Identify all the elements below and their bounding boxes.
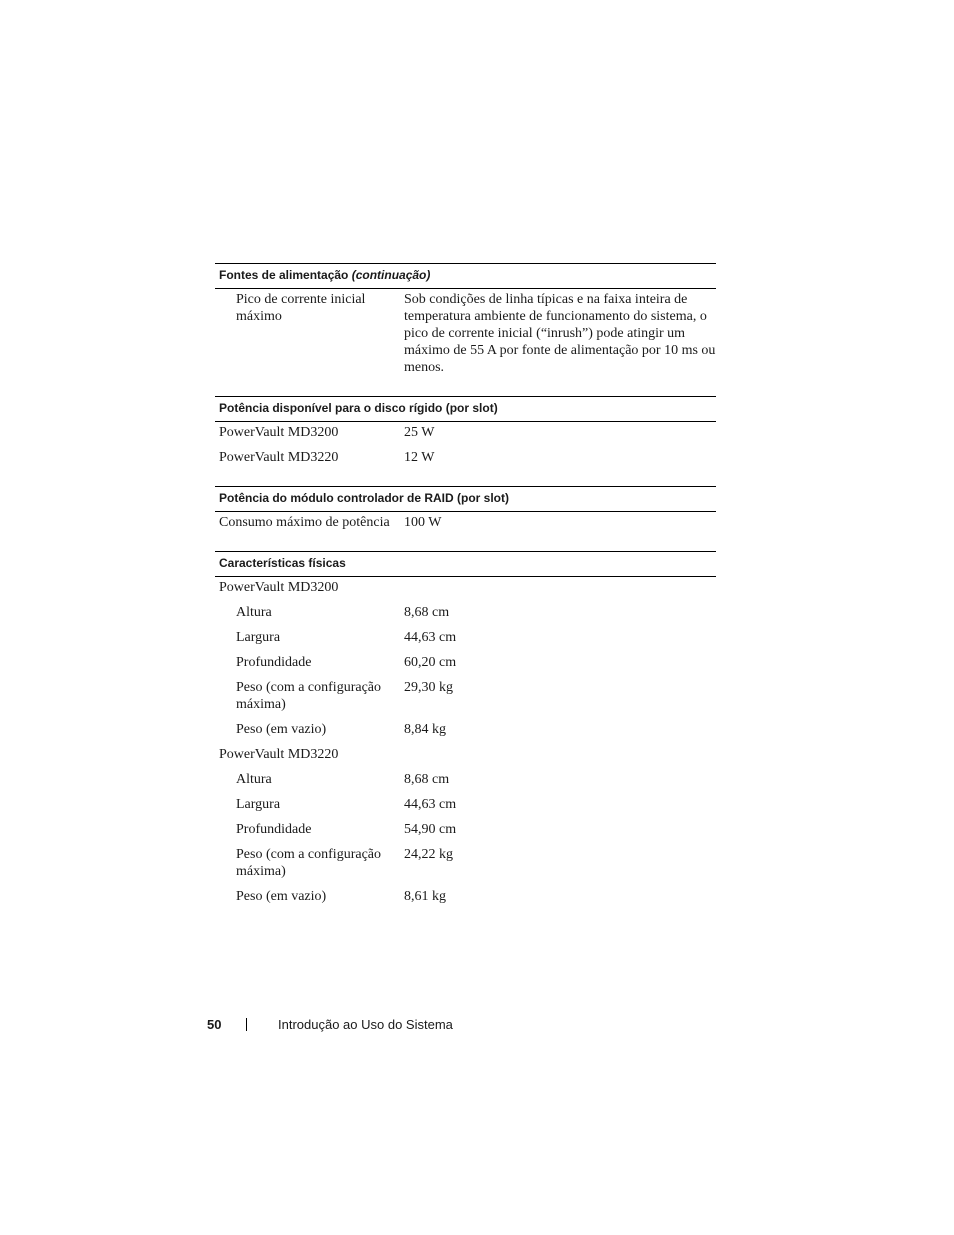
spec-label: PowerVault MD3200 [219,425,339,440]
footer-title: Introdução ao Uso do Sistema [278,1017,453,1032]
spec-value: 12 W [404,450,435,465]
section-rows [215,289,716,396]
spec-label: Peso (com a configuração máxima) [236,680,381,712]
spec-label: Consumo máximo de potência [219,515,390,530]
section-heading-physical [215,551,716,577]
section-rows [215,577,716,925]
spec-value: 44,63 cm [404,797,457,812]
spec-row [215,424,716,441]
spec-row [215,604,716,621]
heading-text: Potência do módulo controlador de RAID (por slot) [219,491,509,505]
spec-label: Peso (em vazio) [236,722,327,737]
spec-row [215,846,716,880]
spec-label: Peso (com a configuração máxima) [236,847,381,879]
spec-label: Largura [236,797,281,812]
spec-label: Largura [236,630,281,645]
spec-row [215,888,716,905]
spec-row [215,629,716,646]
section-heading-disk-power [215,396,716,422]
spec-value [515,746,716,763]
spec-label: Pico de corrente inicial máximo [236,292,366,324]
spec-value: Sob condições de linha típicas e na faixa inteira de temperatura ambiente de funcionamento do sistema, o pico de corrente inicial (“inrush”) pode atingir um máximo de 55 A por fonte de alimentação por 10 ms ou menos. [404,292,716,375]
section-heading-power-supplies [215,263,716,289]
spec-row [215,654,716,671]
section-rows [215,422,716,486]
spec-row [215,771,716,788]
spec-value: 60,20 cm [404,655,457,670]
spec-row [215,679,716,713]
spec-label: PowerVault MD3220 [219,747,339,762]
spec-value [515,579,716,596]
spec-row [215,449,716,466]
heading-text: Características físicas [219,556,346,570]
heading-text: Potência disponível para o disco rígido (por slot) [219,401,498,415]
spec-row [215,291,716,376]
spec-value: 8,68 cm [404,772,450,787]
spec-label: Altura [236,772,272,787]
spec-value: 8,68 cm [404,605,450,620]
spec-row [215,721,716,738]
spec-label: Profundidade [236,822,312,837]
heading-text: Fontes de alimentação [219,268,349,282]
section-rows [215,512,716,551]
spec-value: 8,84 kg [404,722,446,737]
spec-value: 8,61 kg [404,889,446,904]
spec-row [215,821,716,838]
spec-row [215,746,716,763]
spec-row [215,514,716,531]
spec-row [215,579,716,596]
spec-label: PowerVault MD3220 [219,450,339,465]
spec-label: Profundidade [236,655,312,670]
spec-value: 100 W [404,515,442,530]
page-number: 50 [207,1017,222,1032]
spec-value: 54,90 cm [404,822,457,837]
section-heading-raid-power [215,486,716,512]
heading-suffix: (continuação) [351,268,431,282]
spec-value: 25 W [404,425,435,440]
footer-divider [246,1018,247,1031]
spec-value: 24,22 kg [404,847,453,862]
spec-value: 29,30 kg [404,680,453,695]
spec-label: Altura [236,605,272,620]
spec-label: PowerVault MD3200 [219,580,339,595]
spec-label: Peso (em vazio) [236,889,327,904]
spec-value: 44,63 cm [404,630,457,645]
spec-table [215,263,716,925]
spec-row [215,796,716,813]
